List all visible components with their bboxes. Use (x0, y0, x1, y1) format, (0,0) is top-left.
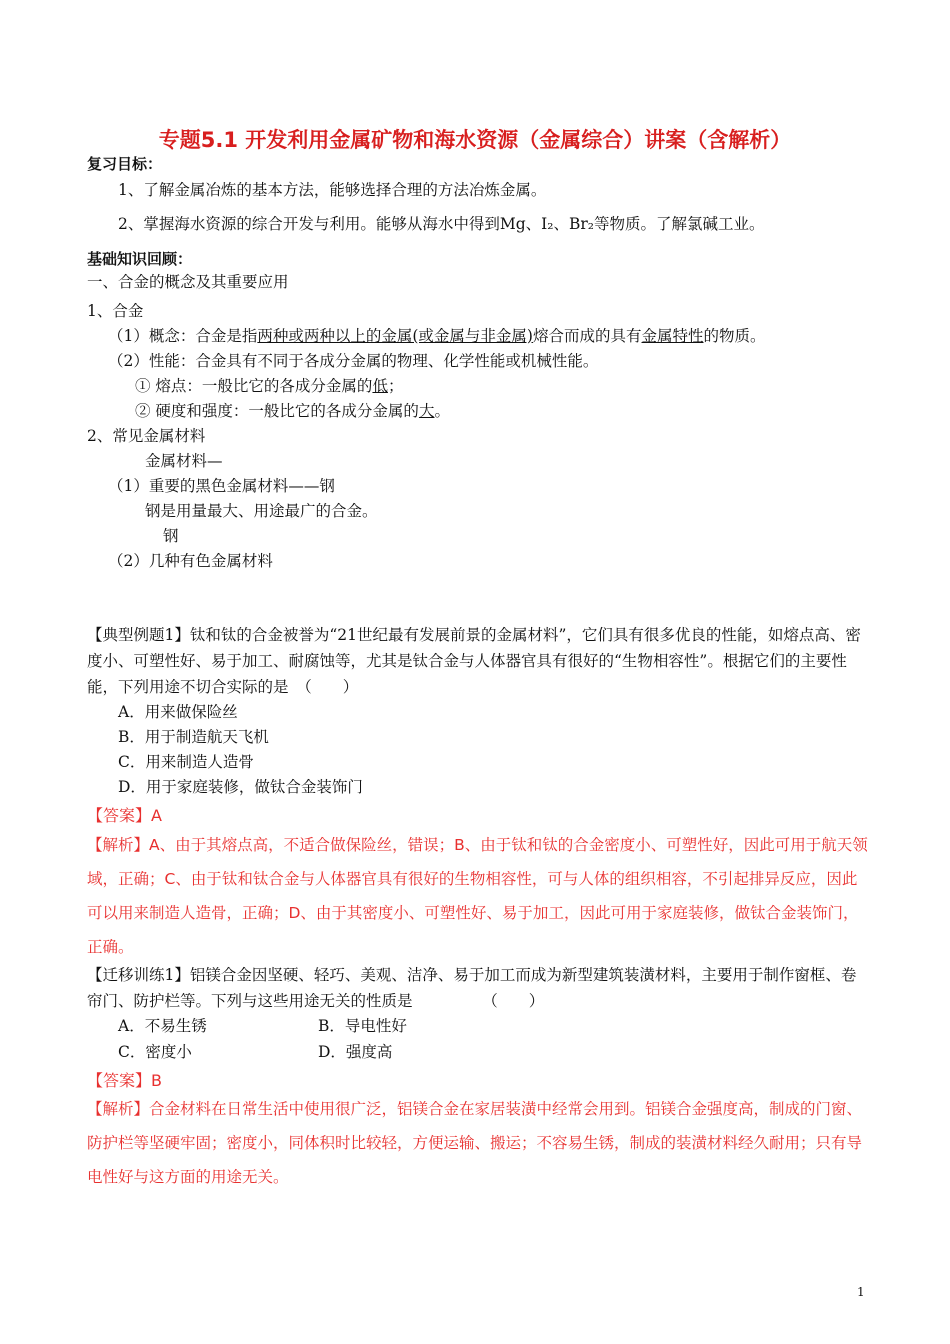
answer: 【答案】A (87, 806, 162, 825)
steel-description: 钢是用量最大、用途最广的合金。 (145, 502, 378, 520)
analysis: 【解析】合金材料在日常生活中使用很广泛，铝镁合金在家居装潢中经常会用到。铝镁合金强度高，制成的门窗、防护栏等坚硬牢固；密度小，同体积时比较轻，方便运输、搬运；不容易生锈，制成的装潢材料经久耐用；只有导电性好与这方面的用途无关。 (87, 1100, 863, 1186)
option-c: C．用来制造人造骨 (118, 753, 254, 771)
melting-point (135, 374, 403, 396)
review-heading: 复习目标： (87, 155, 163, 173)
melting-underline: 低 (372, 377, 388, 395)
melting-suffix: ； (387, 377, 404, 395)
subsection-heading: 2、常见金属材料 (87, 427, 206, 445)
example-stem: 【典型例题1】钛和钛的合金被誉为“21世纪最有发展前景的金属材料”，它们具有很多优良的性能，如熔点高、密度小、可塑性好、易于加工、耐腐蚀等，尤其是钛合金与人体器官具有很好的“生物相容性”。根据它们的主要性能，下列用途不切合实际的是 （ ） (87, 626, 861, 696)
option-d: D．强度高 (318, 1043, 393, 1061)
review-item: 2、掌握海水资源的综合开发与利用。能够从海水中得到Mg、I₂、Br₂等物质。了解氯碱工业。 (118, 215, 765, 233)
basics-heading: 基础知识回顾： (87, 250, 193, 268)
option-a: A．用来做保险丝 (118, 703, 238, 721)
training-stem: 【迁移训练1】铝镁合金因坚硬、轻巧、美观、洁净、易于加工而成为新型建筑装潢材料，主要用于制作窗框、卷帘门、防护栏等。下列与这些用途无关的性质是 （ ） (87, 966, 857, 1010)
melting-prefix: ① 熔点：一般比它的各成分金属的 (135, 377, 373, 395)
hardness-suffix: 。 (434, 402, 450, 420)
option-c: C．密度小 (118, 1043, 192, 1061)
page-number: 1 (857, 1285, 865, 1299)
option-a: A．不易生锈 (118, 1017, 207, 1035)
steel-label: 钢 (163, 527, 179, 545)
hardness-underline: 大 (418, 402, 435, 420)
alloy-concept (108, 324, 766, 346)
document-title: 专题5.1 开发利用金属矿物和海水资源（金属综合）讲案（含解析） (158, 128, 792, 152)
concept-underline-1: 两种或两种以上的金属(或金属与非金属) (257, 327, 533, 345)
answer: 【答案】B (87, 1071, 162, 1090)
concept-mid: 熔合而成的具有 (532, 327, 642, 345)
subsection-heading: 1、合金 (87, 302, 144, 320)
nonferrous-materials: （2）几种有色金属材料 (108, 552, 273, 570)
concept-prefix: （1）概念：合金是指 (108, 327, 258, 345)
concept-suffix: 的物质。 (703, 327, 766, 345)
hardness (135, 399, 450, 421)
option-b: B．导电性好 (318, 1017, 407, 1035)
alloy-property: （2）性能：合金具有不同于各成分金属的物理、化学性能或机械性能。 (108, 352, 599, 370)
option-d: D．用于家庭装修，做钛合金装饰门 (118, 778, 363, 796)
metal-materials: 金属材料— (145, 452, 223, 470)
section-heading: 一、合金的概念及其重要应用 (87, 273, 289, 291)
hardness-prefix: ② 硬度和强度：一般比它的各成分金属的 (135, 402, 419, 420)
option-b: B．用于制造航天飞机 (118, 728, 269, 746)
analysis: 【解析】A、由于其熔点高，不适合做保险丝，错误；B、由于钛和钛的合金密度小、可塑性好，因此可用于航天领域，正确；C、由于钛和钛合金与人体器官具有很好的生物相容性，可与人体的组织相容，不引起排异反应，因此可以用来制造人造骨，正确；D、由于其密度小、可塑性好、易于加工，因此可用于家庭装修，做钛合金装饰门，正确。 (87, 836, 868, 956)
review-item: 1、了解金属冶炼的基本方法，能够选择合理的方法冶炼金属。 (118, 181, 547, 199)
concept-underline-2: 金属特性 (641, 327, 704, 345)
ferrous-materials: （1）重要的黑色金属材料——钢 (108, 477, 335, 495)
